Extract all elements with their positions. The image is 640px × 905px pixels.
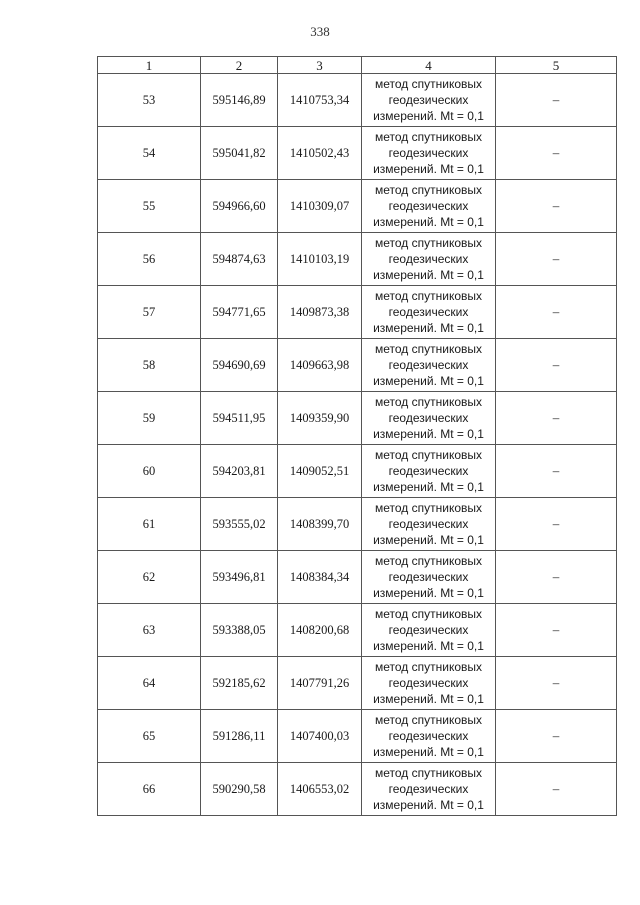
coordinate-y: 1407791,26 xyxy=(278,657,362,710)
note-cell: – xyxy=(496,657,617,710)
table-row xyxy=(98,339,617,392)
note-cell: – xyxy=(496,233,617,286)
method-line: геодезических xyxy=(388,93,469,107)
coordinate-y: 1409359,90 xyxy=(278,392,362,445)
table-row xyxy=(98,498,617,551)
table-row xyxy=(98,233,617,286)
note-cell: – xyxy=(496,710,617,763)
note-cell: – xyxy=(496,498,617,551)
method-line: геодезических xyxy=(388,199,469,213)
method-line: измерений. Mt = 0,1 xyxy=(373,162,484,176)
coordinate-y: 1410753,34 xyxy=(278,74,362,127)
coordinate-y: 1410103,19 xyxy=(278,233,362,286)
method-cell xyxy=(362,498,496,551)
note-cell: – xyxy=(496,74,617,127)
method-line: геодезических xyxy=(388,782,469,796)
method-line: измерений. Mt = 0,1 xyxy=(373,639,484,653)
table-row xyxy=(98,127,617,180)
coordinate-x: 595146,89 xyxy=(201,74,278,127)
method-line: метод спутниковых xyxy=(374,448,482,462)
method-line: измерений. Mt = 0,1 xyxy=(373,215,484,229)
method-line: геодезических xyxy=(388,676,469,690)
method-line: метод спутниковых xyxy=(374,77,482,91)
header-row xyxy=(98,57,617,74)
table-row xyxy=(98,286,617,339)
method-line: измерений. Mt = 0,1 xyxy=(373,533,484,547)
method-line: измерений. Mt = 0,1 xyxy=(373,268,484,282)
method-cell xyxy=(362,180,496,233)
coordinate-y: 1406553,02 xyxy=(278,763,362,816)
method-line: геодезических xyxy=(388,411,469,425)
method-line: геодезических xyxy=(388,305,469,319)
method-line: измерений. Mt = 0,1 xyxy=(373,427,484,441)
point-number: 64 xyxy=(98,657,201,710)
table-body xyxy=(98,74,617,816)
coordinate-y: 1409663,98 xyxy=(278,339,362,392)
method-cell xyxy=(362,339,496,392)
note-cell: – xyxy=(496,763,617,816)
coordinate-x: 593555,02 xyxy=(201,498,278,551)
coordinate-x: 594874,63 xyxy=(201,233,278,286)
point-number: 60 xyxy=(98,445,201,498)
coordinate-x: 595041,82 xyxy=(201,127,278,180)
coordinate-y: 1409873,38 xyxy=(278,286,362,339)
column-header-5: 5 xyxy=(496,57,617,74)
table-header xyxy=(98,57,617,74)
coordinate-y: 1408200,68 xyxy=(278,604,362,657)
point-number: 55 xyxy=(98,180,201,233)
table-row xyxy=(98,445,617,498)
coordinate-y: 1410309,07 xyxy=(278,180,362,233)
method-cell xyxy=(362,127,496,180)
method-cell xyxy=(362,710,496,763)
coordinate-x: 591286,11 xyxy=(201,710,278,763)
point-number: 53 xyxy=(98,74,201,127)
coordinate-x: 594690,69 xyxy=(201,339,278,392)
coordinate-x: 590290,58 xyxy=(201,763,278,816)
method-line: геодезических xyxy=(388,358,469,372)
method-line: геодезических xyxy=(388,570,469,584)
method-line: измерений. Mt = 0,1 xyxy=(373,321,484,335)
method-line: метод спутниковых xyxy=(374,342,482,356)
method-line: измерений. Mt = 0,1 xyxy=(373,480,484,494)
method-line: измерений. Mt = 0,1 xyxy=(373,692,484,706)
table-row xyxy=(98,551,617,604)
page-number: 338 xyxy=(310,24,330,39)
method-cell xyxy=(362,74,496,127)
method-cell xyxy=(362,233,496,286)
coordinate-x: 594771,65 xyxy=(201,286,278,339)
method-line: метод спутниковых xyxy=(374,183,482,197)
table-row xyxy=(98,763,617,816)
coordinate-y: 1408399,70 xyxy=(278,498,362,551)
method-cell xyxy=(362,604,496,657)
method-line: метод спутниковых xyxy=(374,130,482,144)
method-line: геодезических xyxy=(388,464,469,478)
column-header-3: 3 xyxy=(278,57,362,74)
point-number: 63 xyxy=(98,604,201,657)
point-number: 58 xyxy=(98,339,201,392)
note-cell: – xyxy=(496,551,617,604)
table-row xyxy=(98,74,617,127)
note-cell: – xyxy=(496,180,617,233)
table-row xyxy=(98,604,617,657)
point-number: 59 xyxy=(98,392,201,445)
point-number: 56 xyxy=(98,233,201,286)
method-line: измерений. Mt = 0,1 xyxy=(373,109,484,123)
coordinate-y: 1407400,03 xyxy=(278,710,362,763)
method-line: измерений. Mt = 0,1 xyxy=(373,798,484,812)
table-row xyxy=(98,180,617,233)
note-cell: – xyxy=(496,127,617,180)
method-line: измерений. Mt = 0,1 xyxy=(373,374,484,388)
method-line: геодезических xyxy=(388,517,469,531)
method-line: метод спутниковых xyxy=(374,713,482,727)
coordinate-x: 594203,81 xyxy=(201,445,278,498)
method-line: метод спутниковых xyxy=(374,607,482,621)
column-header-2: 2 xyxy=(201,57,278,74)
point-number: 66 xyxy=(98,763,201,816)
coordinate-y: 1410502,43 xyxy=(278,127,362,180)
coordinate-y: 1408384,34 xyxy=(278,551,362,604)
point-number: 54 xyxy=(98,127,201,180)
method-line: метод спутниковых xyxy=(374,236,482,250)
method-line: геодезических xyxy=(388,623,469,637)
coordinate-x: 594966,60 xyxy=(201,180,278,233)
method-cell xyxy=(362,286,496,339)
method-line: измерений. Mt = 0,1 xyxy=(373,586,484,600)
coordinate-y: 1409052,51 xyxy=(278,445,362,498)
table-row xyxy=(98,657,617,710)
method-line: метод спутниковых xyxy=(374,660,482,674)
point-number: 61 xyxy=(98,498,201,551)
method-line: метод спутниковых xyxy=(374,554,482,568)
method-cell xyxy=(362,551,496,604)
note-cell: – xyxy=(496,604,617,657)
column-header-4: 4 xyxy=(362,57,496,74)
point-number: 62 xyxy=(98,551,201,604)
method-line: метод спутниковых xyxy=(374,766,482,780)
method-line: геодезических xyxy=(388,729,469,743)
coordinate-x: 592185,62 xyxy=(201,657,278,710)
coordinates-table xyxy=(97,56,617,816)
method-line: метод спутниковых xyxy=(374,289,482,303)
method-line: геодезических xyxy=(388,252,469,266)
method-line: метод спутниковых xyxy=(374,501,482,515)
method-line: геодезических xyxy=(388,146,469,160)
table-row xyxy=(98,392,617,445)
coordinate-x: 593388,05 xyxy=(201,604,278,657)
table-row xyxy=(98,710,617,763)
method-cell xyxy=(362,392,496,445)
method-line: метод спутниковых xyxy=(374,395,482,409)
column-header-1: 1 xyxy=(98,57,201,74)
method-cell xyxy=(362,763,496,816)
note-cell: – xyxy=(496,445,617,498)
coordinate-x: 593496,81 xyxy=(201,551,278,604)
note-cell: – xyxy=(496,339,617,392)
point-number: 65 xyxy=(98,710,201,763)
point-number: 57 xyxy=(98,286,201,339)
method-cell xyxy=(362,445,496,498)
note-cell: – xyxy=(496,286,617,339)
note-cell: – xyxy=(496,392,617,445)
coordinate-x: 594511,95 xyxy=(201,392,278,445)
method-line: измерений. Mt = 0,1 xyxy=(373,745,484,759)
method-cell xyxy=(362,657,496,710)
